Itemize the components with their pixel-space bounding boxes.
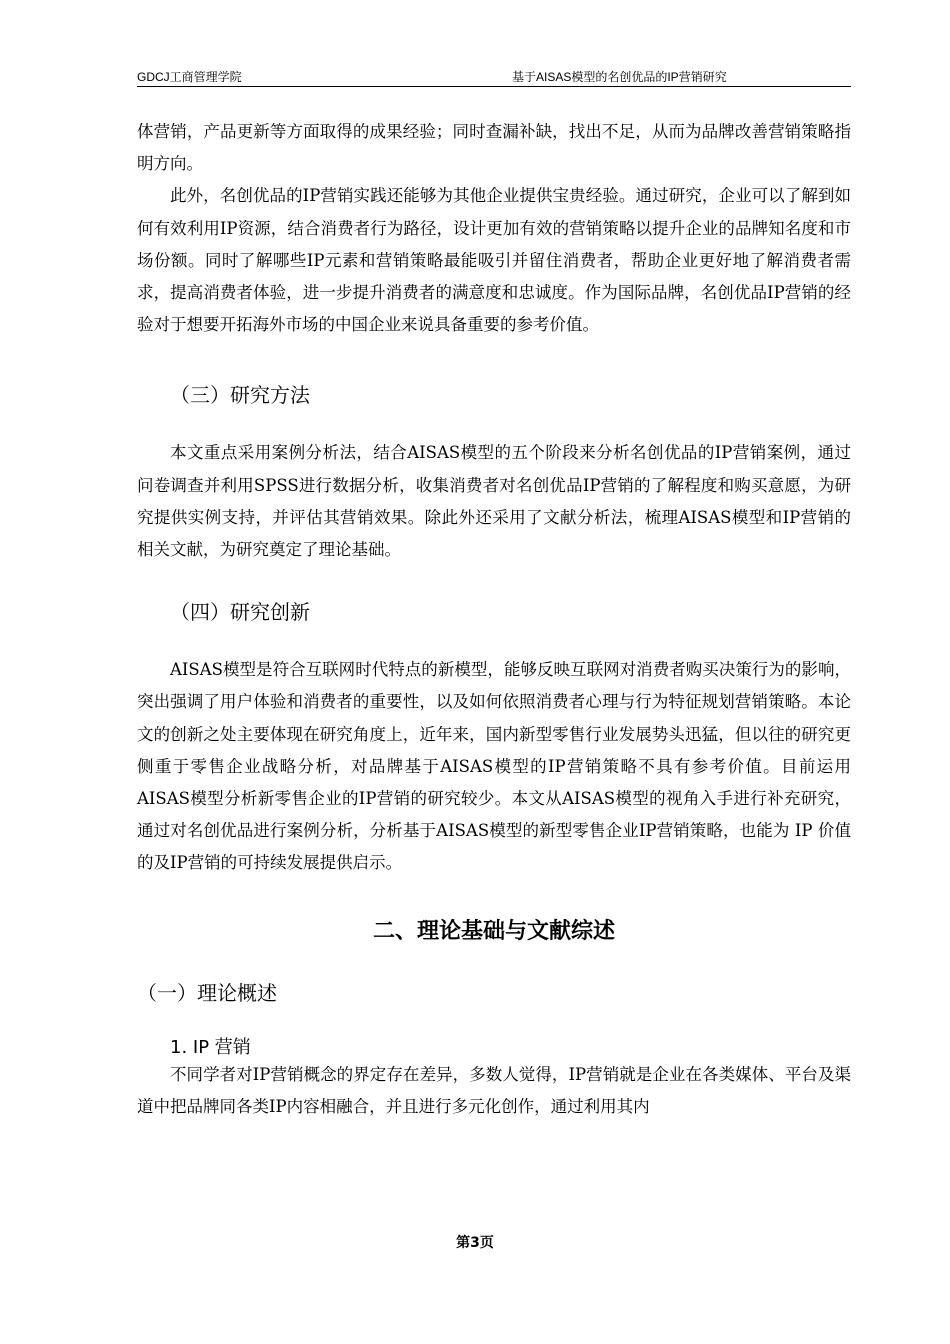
heading-theory-overview: （一）理论概述 [137, 980, 277, 1005]
page-body [137, 116, 851, 1123]
paragraph-2: 此外，名创优品的IP营销实践还能够为其他企业提供宝贵经验。通过研究，企业可以了解到如何有效利用IP资源，结合消费者行为路径，设计更加有效的营销策略以提升企业的品牌知名度和市场份额。同时了解哪些IP元素和营销策略最能吸引并留住消费者，帮助企业更好地了解消费者需求，提高消费者体验，进一步提升消费者的满意度和忠诚度。作为国际品牌，名创优品IP营销的经验对于想要开拓海外市场的中国企业来说具备重要的参考价值。 [137, 186, 851, 335]
chapter-heading: 二、理论基础与文献综述 [372, 918, 615, 944]
heading-research-method: （三）研究方法 [170, 383, 310, 408]
page-number: 第3页 [456, 1235, 494, 1251]
paragraph-4: AISAS模型是符合互联网时代特点的新模型，能够反映互联网对消费者购买决策行为的影响，突出强调了用户体验和消费者的重要性，以及如何依照消费者心理与行为特征规划营销策略。本论文的创新之处主要体现在研究角度上，近年来，国内新型零售行业发展势头迅猛，但以往的研究更侧重于零售企业战略分析，对品牌基于AISAS模型的IP营销策略不具有参考价值。目前运用AISAS模型分析新零售企业的IP营销的研究较少。本文从AISAS模型的视角入手进行补充研究，通过对名创优品进行案例分析，分析基于AISAS模型的新型零售企业IP营销策略，也能为 IP 价值的及IP营销的可持续发展提供启示。 [137, 660, 851, 873]
heading-research-innovation: （四）研究创新 [170, 600, 310, 625]
page-header [137, 66, 851, 87]
paragraph-5: 不同学者对IP营销概念的界定存在差异，多数人觉得，IP营销就是企业在各类媒体、平台及渠道中把品牌同各类IP内容相融合，并且进行多元化创作，通过利用其内 [137, 1064, 851, 1116]
heading-ip-marketing: 1. IP 营销 [170, 1036, 251, 1058]
paragraph-3: 本文重点采用案例分析法，结合AISAS模型的五个阶段来分析名创优品的IP营销案例，通过问卷调查并利用SPSS进行数据分析，收集消费者对名创优品IP营销的了解程度和购买意愿，为研究提供实例支持，并评估其营销效果。除此外还采用了文献分析法，梳理AISAS模型和IP营销的相关文献，为研究奠定了理论基础。 [137, 443, 851, 560]
header-paper-title: 基于AISAS模型的名创优品的IP营销研究 [512, 70, 727, 84]
header-institution: GDCJ工商管理学院 [137, 70, 242, 84]
paragraph-1: 体营销，产品更新等方面取得的成果经验；同时查漏补缺，找出不足，从而为品牌改善营销策略指明方向。 [137, 122, 851, 174]
